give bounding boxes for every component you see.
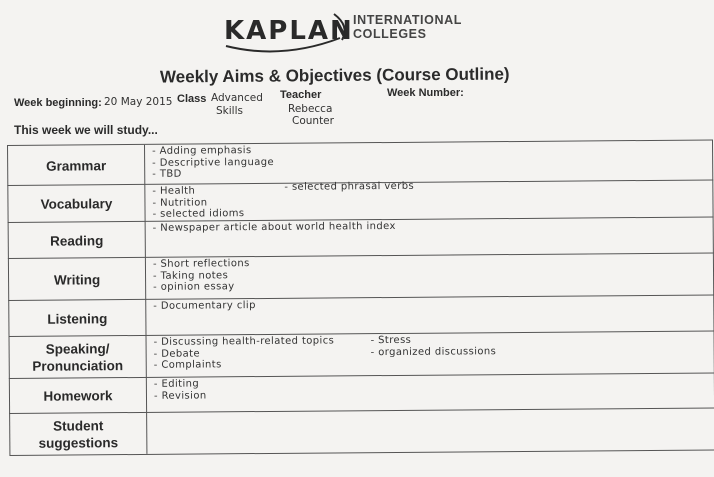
handwritten-note: - Debate (153, 347, 201, 360)
handwritten-note: - TBD (152, 168, 182, 180)
handwritten-note: - Editing (153, 378, 200, 390)
row-content (146, 331, 714, 377)
handwritten-note: - Documentary clip (153, 300, 256, 312)
kaplan-logo (222, 8, 482, 58)
table-row (9, 330, 714, 379)
week-beginning-label: Week beginning: (14, 97, 102, 109)
row-label-line1: Writing (53, 271, 101, 288)
handwritten-note: - opinion essay (153, 281, 235, 293)
row-label (7, 145, 145, 186)
handwritten-note: - Stress (370, 334, 412, 347)
logo-subtitle: INTERNATIONAL COLLEGES (353, 13, 462, 41)
handwritten-note: - organized discussions (370, 345, 497, 358)
page-title: Weekly Aims & Objectives (Course Outline) (159, 64, 510, 87)
row-label-line1: Student (53, 417, 104, 434)
handwritten-note: - Nutrition (152, 196, 208, 209)
handwritten-note: - Short reflections (152, 258, 250, 270)
handwritten-note: - Newspaper article about world health index (152, 220, 396, 234)
row-label-line2: suggestions (38, 434, 119, 451)
intro-text: This week we will study... (14, 123, 158, 137)
handwritten-note: - Complaints (153, 359, 222, 371)
handwritten-note: - Health (152, 185, 196, 197)
row-label-line1: Reading (50, 232, 104, 249)
row-content (144, 140, 713, 184)
table-row (7, 139, 713, 186)
row-content (146, 408, 714, 453)
week-beginning-value: 20 May 2015 (104, 96, 173, 108)
handwritten-note: - Discussing health-related topics (153, 335, 335, 348)
table-row (8, 252, 714, 301)
row-label-line1: Listening (47, 310, 108, 327)
row-content (146, 373, 714, 412)
row-label (8, 222, 146, 259)
row-content (145, 217, 714, 257)
row-label (9, 413, 147, 455)
class-value-line2: Skills (216, 105, 243, 117)
class-value-line1: Advanced (211, 92, 263, 104)
row-label-line2: Pronunciation (32, 358, 124, 374)
row-content (145, 253, 714, 299)
handwritten-note: - selected idioms (152, 208, 245, 220)
row-label (9, 378, 147, 414)
table-row (9, 407, 714, 456)
row-label-line1: Vocabulary (40, 196, 113, 212)
handwritten-note: - Adding emphasis (152, 145, 252, 157)
row-label-line1: Homework (43, 388, 113, 404)
handwritten-note: - selected phrasal verbs (284, 180, 415, 193)
handwritten-note: - Taking notes (152, 269, 229, 282)
week-number-label: Week Number: (387, 87, 464, 99)
logo-wordmark: KAPLAN (224, 16, 354, 46)
teacher-value-line2: Counter (292, 115, 334, 127)
objectives-table (7, 139, 714, 456)
row-label (8, 300, 146, 337)
handwritten-note: - Descriptive language (152, 156, 275, 169)
row-content (145, 295, 714, 335)
row-label (9, 336, 147, 379)
class-label: Class (177, 93, 207, 105)
row-content (144, 180, 713, 221)
teacher-label: Teacher (280, 89, 322, 101)
teacher-value-line1: Rebecca (288, 103, 333, 115)
handwritten-note: - Revision (153, 389, 207, 402)
row-label (8, 258, 146, 301)
row-label-line1: Grammar (46, 157, 107, 174)
row-label (7, 185, 145, 223)
row-label-line1: Speaking/ (45, 341, 110, 357)
